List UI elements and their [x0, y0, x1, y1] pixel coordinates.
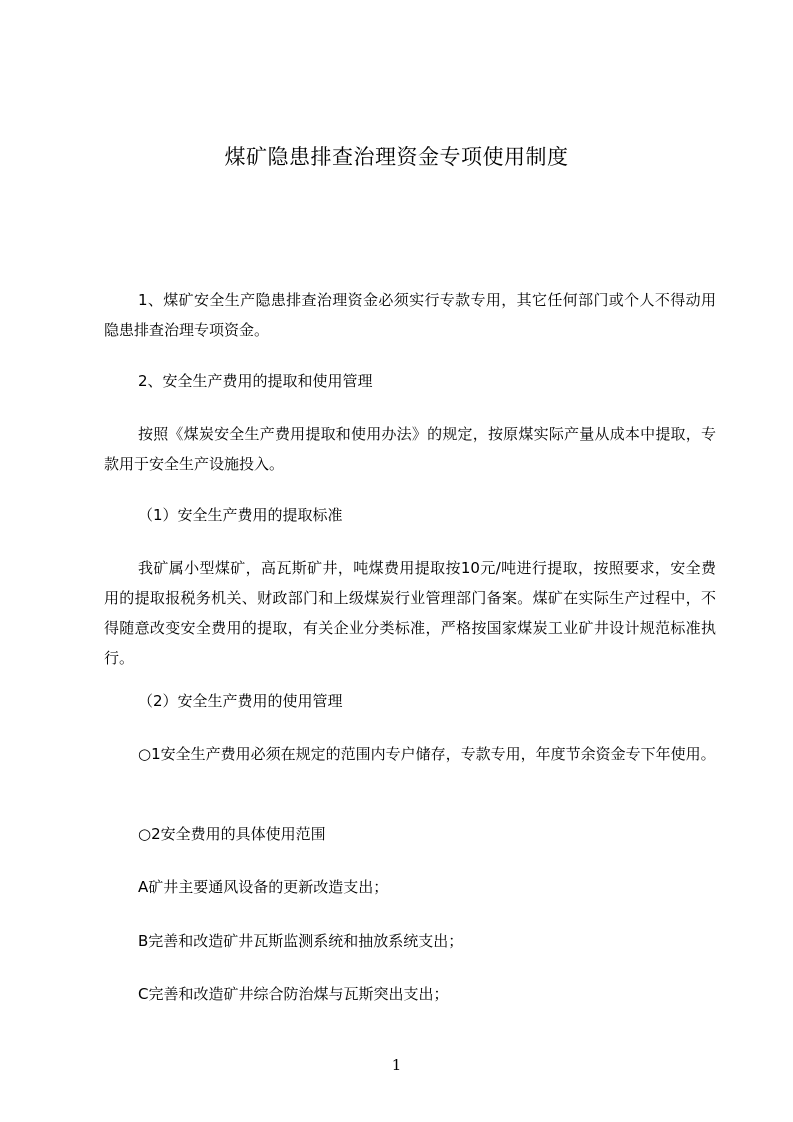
paragraph-4: （1）安全生产费用的提取标准	[138, 506, 343, 524]
paragraph-10: B完善和改造矿井瓦斯监测系统和抽放系统支出；	[138, 932, 464, 950]
paragraph-3: 按照《煤炭安全生产费用提取和使用办法》的规定，按原煤实际产量从成本中提取，专款用于安全生产设施投入。	[104, 425, 716, 473]
paragraph-2: 2、安全生产费用的提取和使用管理	[138, 372, 373, 390]
paragraph-1: 1、煤矿安全生产隐患排查治理资金必须实行专款专用，其它任何部门或个人不得动用隐患排查治理专项资金。	[104, 291, 716, 339]
paragraph-8: ○2安全费用的具体使用范围	[138, 825, 326, 843]
paragraph-6: （2）安全生产费用的使用管理	[138, 692, 343, 710]
paragraph-9: A矿井主要通风设备的更新改造支出；	[138, 878, 389, 896]
paragraph-11: C完善和改造矿井综合防治煤与瓦斯突出支出；	[138, 985, 449, 1003]
page-number: 1	[391, 1056, 402, 1074]
paragraph-5: 我矿属小型煤矿，高瓦斯矿井，吨煤费用提取按10元/吨进行提取，按照要求，安全费用的提取报税务机关、财政部门和上级煤炭行业管理部门备案。煤矿在实际生产过程中，不得随意改变安全费用的提取，有关企业分类标准，严格按国家煤炭工业矿井设计规范标准执行。	[104, 559, 716, 667]
paragraph-7: ○1安全生产费用必须在规定的范围内专户储存，专款专用，年度节余资金专下年使用。	[138, 745, 716, 763]
document-title: 煤矿隐患排查治理资金专项使用制度	[224, 145, 569, 169]
